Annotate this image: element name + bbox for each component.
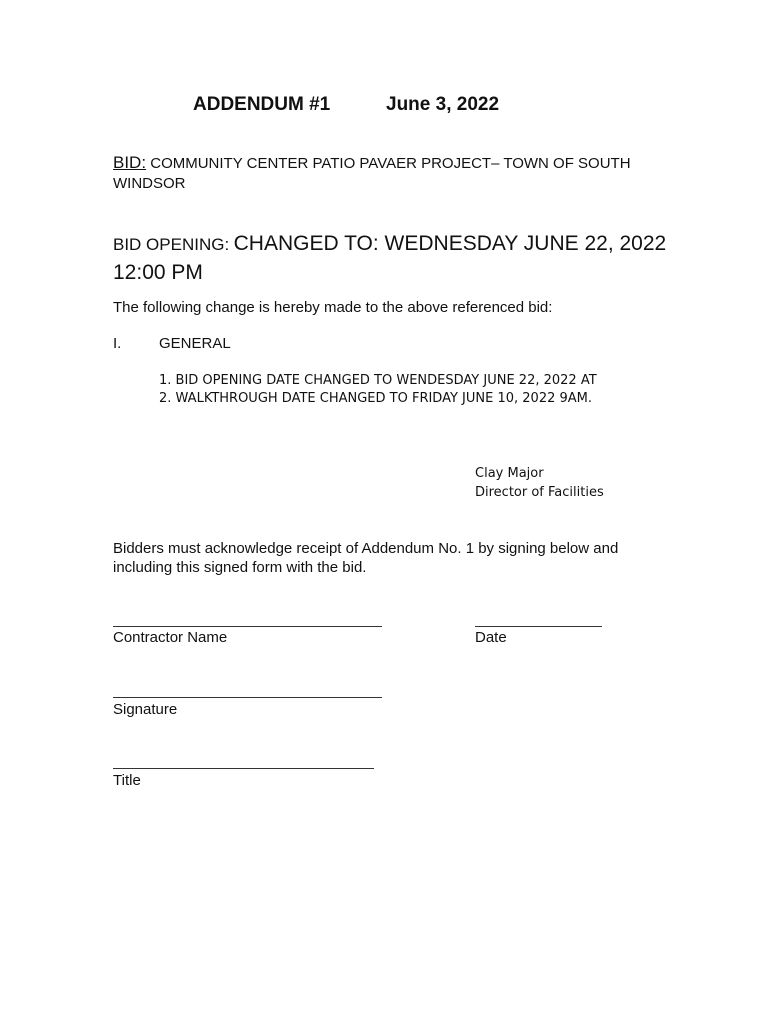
- addendum-title: ADDENDUM #1: [193, 94, 331, 115]
- bid-value: COMMUNITY CENTER PATIO PAVAER PROJECT– TOWN OF SOUTH WINDSOR: [113, 155, 631, 192]
- section-number: I.: [113, 335, 122, 352]
- bid-opening-line: [113, 230, 673, 288]
- date-line[interactable]: [475, 626, 602, 627]
- contractor-name-label: Contractor Name: [113, 629, 228, 646]
- intro-text: The following change is hereby made to the above referenced bid:: [113, 299, 553, 316]
- signatory-title: Director of Facilities: [475, 485, 604, 500]
- list-item: 1. BID OPENING DATE CHANGED TO WENDESDAY JUNE 22, 2022 AT: [159, 373, 597, 388]
- bid-opening-value: CHANGED TO: WEDNESDAY JUNE 22, 2022 12:00 PM: [113, 232, 667, 284]
- bid-opening-label: BID OPENING:: [113, 235, 230, 254]
- bid-line: [113, 153, 673, 194]
- title-line[interactable]: [113, 768, 374, 769]
- acknowledgement-text: Bidders must acknowledge receipt of Addendum No. 1 by signing below and including this signed form with the bid.: [113, 540, 619, 576]
- contractor-name-line[interactable]: [113, 626, 382, 627]
- signature-line[interactable]: [113, 697, 382, 698]
- date-label: Date: [475, 629, 507, 646]
- addendum-date: June 3, 2022: [386, 94, 500, 115]
- section-title: GENERAL: [159, 335, 231, 352]
- signature-label: Signature: [113, 701, 178, 718]
- signatory-name: Clay Major: [475, 466, 544, 481]
- bid-label: BID:: [113, 153, 147, 172]
- title-label: Title: [113, 772, 141, 789]
- list-item: 2. WALKTHROUGH DATE CHANGED TO FRIDAY JUNE 10, 2022 9AM.: [159, 391, 593, 406]
